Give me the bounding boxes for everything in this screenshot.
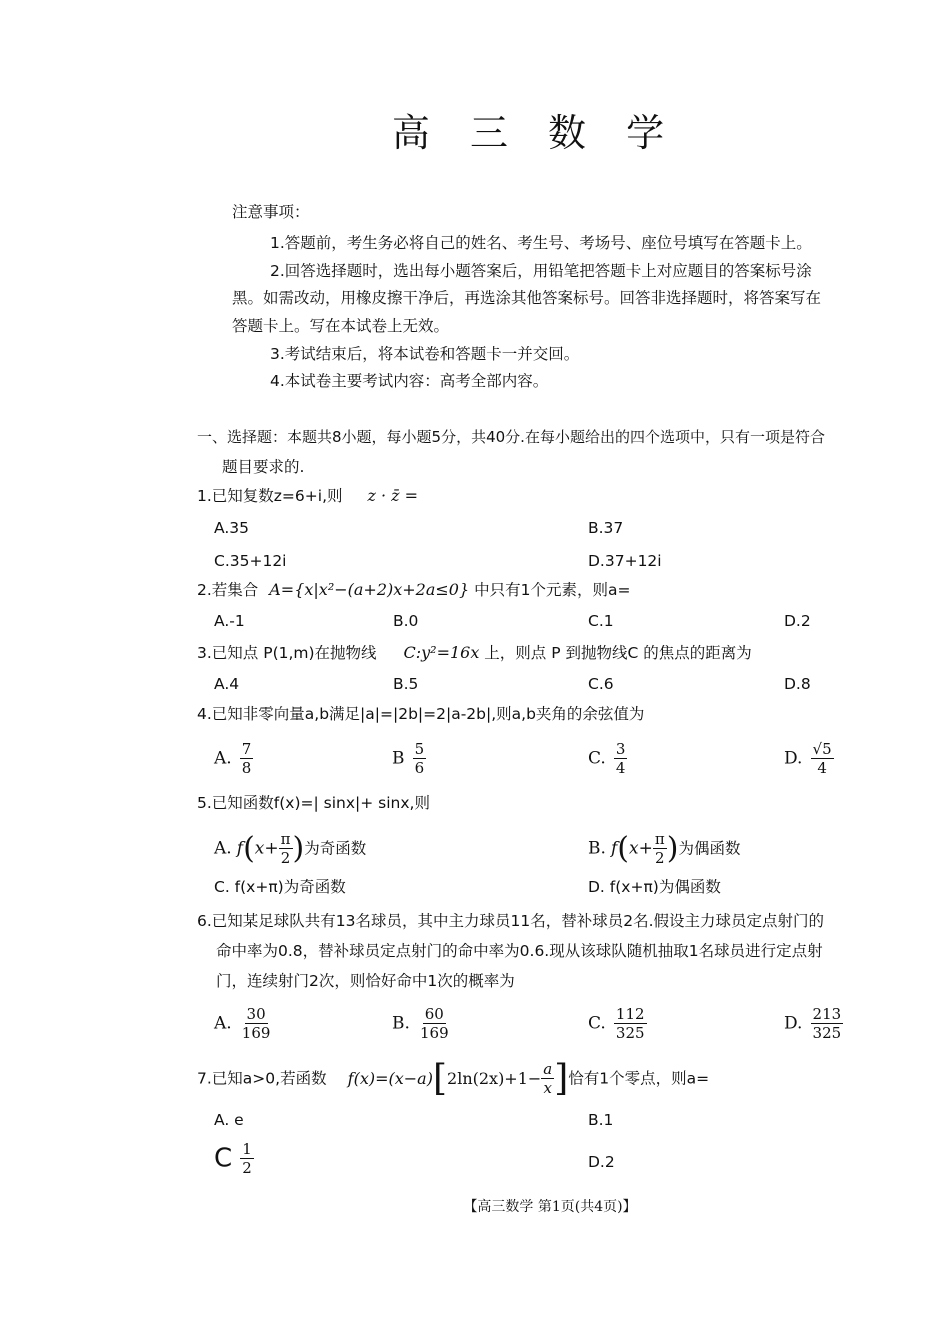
fraction-numerator: 7 <box>241 740 252 758</box>
question-4-option-c <box>588 740 627 777</box>
fraction <box>240 1005 273 1042</box>
fraction-numerator: 60 <box>424 1005 444 1023</box>
question-3-text-pre: 3.已知点 P(1,m)在抛物线 <box>197 644 377 662</box>
fraction <box>240 1140 254 1177</box>
question-2-option-c: C.1 <box>588 612 614 630</box>
fraction <box>279 830 293 867</box>
fraction-denominator: 169 <box>241 1024 271 1042</box>
question-2-option-b: B.0 <box>393 612 419 630</box>
section-1-heading: 一、选择题：本题共8小题，每小题5分，共40分.在每小题给出的四个选项中，只有一项是符合 <box>197 428 825 446</box>
question-2-stem <box>197 580 630 600</box>
question-6-option-d <box>784 1005 843 1042</box>
fraction-numerator: π <box>280 830 291 848</box>
fraction <box>240 740 254 777</box>
notice-item-3: 3.考试结束后，将本试卷和答题卡一并交回。 <box>270 345 580 363</box>
option-label: D. <box>784 1013 803 1034</box>
question-1-option-c: C.35+12i <box>214 552 287 570</box>
question-4-stem: 4.已知非零向量a,b满足|a|=|2b|=2|a-2b|,则a,b夹角的余弦值为 <box>197 705 645 723</box>
question-7-option-c <box>214 1140 254 1177</box>
question-5-option-d: D. f(x+π)为偶函数 <box>588 878 721 896</box>
fraction-numerator: a <box>543 1060 553 1078</box>
notice-item-2-line-1: 2.回答选择题时，选出每小题答案后，用铅笔把答题卡上对应题目的答案标号涂 <box>270 262 812 280</box>
option-label: C. <box>588 748 606 769</box>
function-symbol: f <box>611 838 618 859</box>
fraction-numerator: 3 <box>615 740 626 758</box>
fraction-denominator: 2 <box>280 849 291 867</box>
question-5-stem: 5.已知函数f(x)=| sinx|+ sinx,则 <box>197 794 430 812</box>
question-6-option-a <box>214 1005 272 1042</box>
question-5-option-a <box>214 830 366 867</box>
fraction-denominator: 4 <box>615 759 626 777</box>
fraction <box>653 830 667 867</box>
function-argument: x+ <box>254 838 279 859</box>
question-3-formula: C:y²=16x <box>403 643 480 662</box>
fraction-numerator: 213 <box>812 1005 842 1023</box>
fraction-denominator: x <box>543 1079 552 1097</box>
question-2-formula: A={x|x²−(a+2)x+2a≤0} <box>269 580 470 599</box>
question-6-stem-line-3: 门，连续射门2次，则恰好命中1次的概率为 <box>216 972 515 990</box>
question-2-option-d: D.2 <box>784 612 811 630</box>
option-label: A. <box>214 748 232 769</box>
fraction-numerator: π <box>654 830 665 848</box>
question-4-option-a <box>214 740 253 777</box>
fraction <box>418 1005 451 1042</box>
option-label: B. <box>588 838 606 859</box>
notice-item-2-line-3: 答题卡上。写在本试卷上无效。 <box>232 317 450 335</box>
question-7-formula: f(x)=(x−a) <box>347 1069 433 1088</box>
fraction-denominator: 325 <box>812 1024 842 1042</box>
page-footer: 【高三数学 第1页(共4页)】 <box>463 1199 637 1215</box>
option-label: A. <box>214 838 232 859</box>
question-3-stem <box>197 643 752 663</box>
option-label: B. <box>392 1013 410 1034</box>
option-text: 为奇函数 <box>304 839 367 858</box>
question-6-option-b <box>392 1005 451 1042</box>
left-bracket: [ <box>432 1058 448 1099</box>
fraction-denominator: 6 <box>414 759 425 777</box>
question-1-text: 1.已知复数z=6+i,则 <box>197 487 343 505</box>
fraction-numerator: 112 <box>615 1005 645 1023</box>
option-text: 为偶函数 <box>678 839 741 858</box>
question-3-option-b: B.5 <box>393 675 419 693</box>
section-1-heading-line-2: 题目要求的. <box>222 458 305 476</box>
fraction-denominator: 169 <box>420 1024 449 1042</box>
fraction <box>541 1060 554 1097</box>
right-bracket: ] <box>554 1058 569 1099</box>
option-label: A. <box>214 1013 232 1034</box>
fraction-denominator: 325 <box>615 1024 645 1042</box>
question-7-option-b: B.1 <box>588 1111 614 1129</box>
question-3-option-d: D.8 <box>784 675 811 693</box>
page-title: 高 三 数 学 <box>391 111 679 155</box>
question-3-option-a: A.4 <box>214 675 240 693</box>
question-2-text-post: 中只有1个元素，则a= <box>474 581 631 599</box>
question-6-stem-line-2: 命中率为0.8，替补球员定点射门的命中率为0.6.现从该球队随机抽取1名球员进行定点射 <box>216 942 823 960</box>
question-7-text-pre: 7.已知a>0,若函数 <box>197 1069 327 1088</box>
question-7-formula-inner: 2ln(2x)+1− <box>447 1069 542 1088</box>
notice-item-1: 1.答题前，考生务必将自己的姓名、考生号、考场号、座位号填写在答题卡上。 <box>270 234 812 252</box>
question-6-option-c <box>588 1005 647 1042</box>
question-4-option-d <box>784 740 834 777</box>
question-2-option-a: A.-1 <box>214 612 245 630</box>
question-7-text-post: 恰有1个零点，则a= <box>568 1069 710 1088</box>
fraction-denominator: 4 <box>817 759 827 777</box>
question-7-option-a: A. e <box>214 1111 244 1129</box>
fraction-numerator: 1 <box>242 1140 252 1158</box>
question-7-option-d: D.2 <box>588 1153 615 1171</box>
question-5-option-b <box>588 830 740 867</box>
fraction <box>811 1005 844 1042</box>
question-3-option-c: C.6 <box>588 675 614 693</box>
right-paren: ) <box>292 831 305 866</box>
fraction-numerator: 5 <box>414 740 425 758</box>
fraction-denominator: 2 <box>242 1159 252 1177</box>
option-label: D. <box>784 748 803 769</box>
fraction <box>614 740 628 777</box>
question-1-stem <box>197 486 418 506</box>
left-paren: ( <box>617 831 630 866</box>
question-1-option-d: D.37+12i <box>588 552 662 570</box>
fraction <box>413 740 427 777</box>
question-3-text-post: 上，则点 P 到抛物线C 的焦点的距离为 <box>484 644 752 662</box>
option-label: C <box>214 1143 233 1174</box>
question-5-option-c: C. f(x+π)为奇函数 <box>214 878 346 896</box>
function-argument: x+ <box>629 838 653 859</box>
notice-item-2-line-2: 黑。如需改动，用橡皮擦干净后，再选涂其他答案标号。回答非选择题时，将答案写在 <box>232 289 822 307</box>
fraction <box>811 740 834 777</box>
fraction <box>614 1005 647 1042</box>
option-label: C. <box>588 1013 606 1034</box>
question-4-option-b <box>392 740 426 777</box>
notice-item-4: 4.本试卷主要考试内容：高考全部内容。 <box>270 372 549 390</box>
question-6-stem-line-1: 6.已知某足球队共有13名球员，其中主力球员11名，替补球员2名.假设主力球员定点射门的 <box>197 912 825 930</box>
left-paren: ( <box>243 831 255 866</box>
fraction-denominator: 2 <box>655 849 665 867</box>
fraction-denominator: 8 <box>241 759 252 777</box>
question-1-option-a: A.35 <box>214 519 249 537</box>
fraction-numerator: √5 <box>812 740 832 758</box>
question-7-stem <box>197 1058 709 1099</box>
notice-heading: 注意事项： <box>232 203 310 221</box>
function-symbol: f <box>236 838 244 859</box>
question-1-option-b: B.37 <box>588 519 624 537</box>
fraction-numerator: 30 <box>246 1005 266 1023</box>
question-2-text-pre: 2.若集合 <box>197 581 259 599</box>
right-paren: ) <box>666 831 679 866</box>
option-label: B <box>392 748 405 769</box>
question-1-formula: z · z̄ = <box>367 486 419 505</box>
